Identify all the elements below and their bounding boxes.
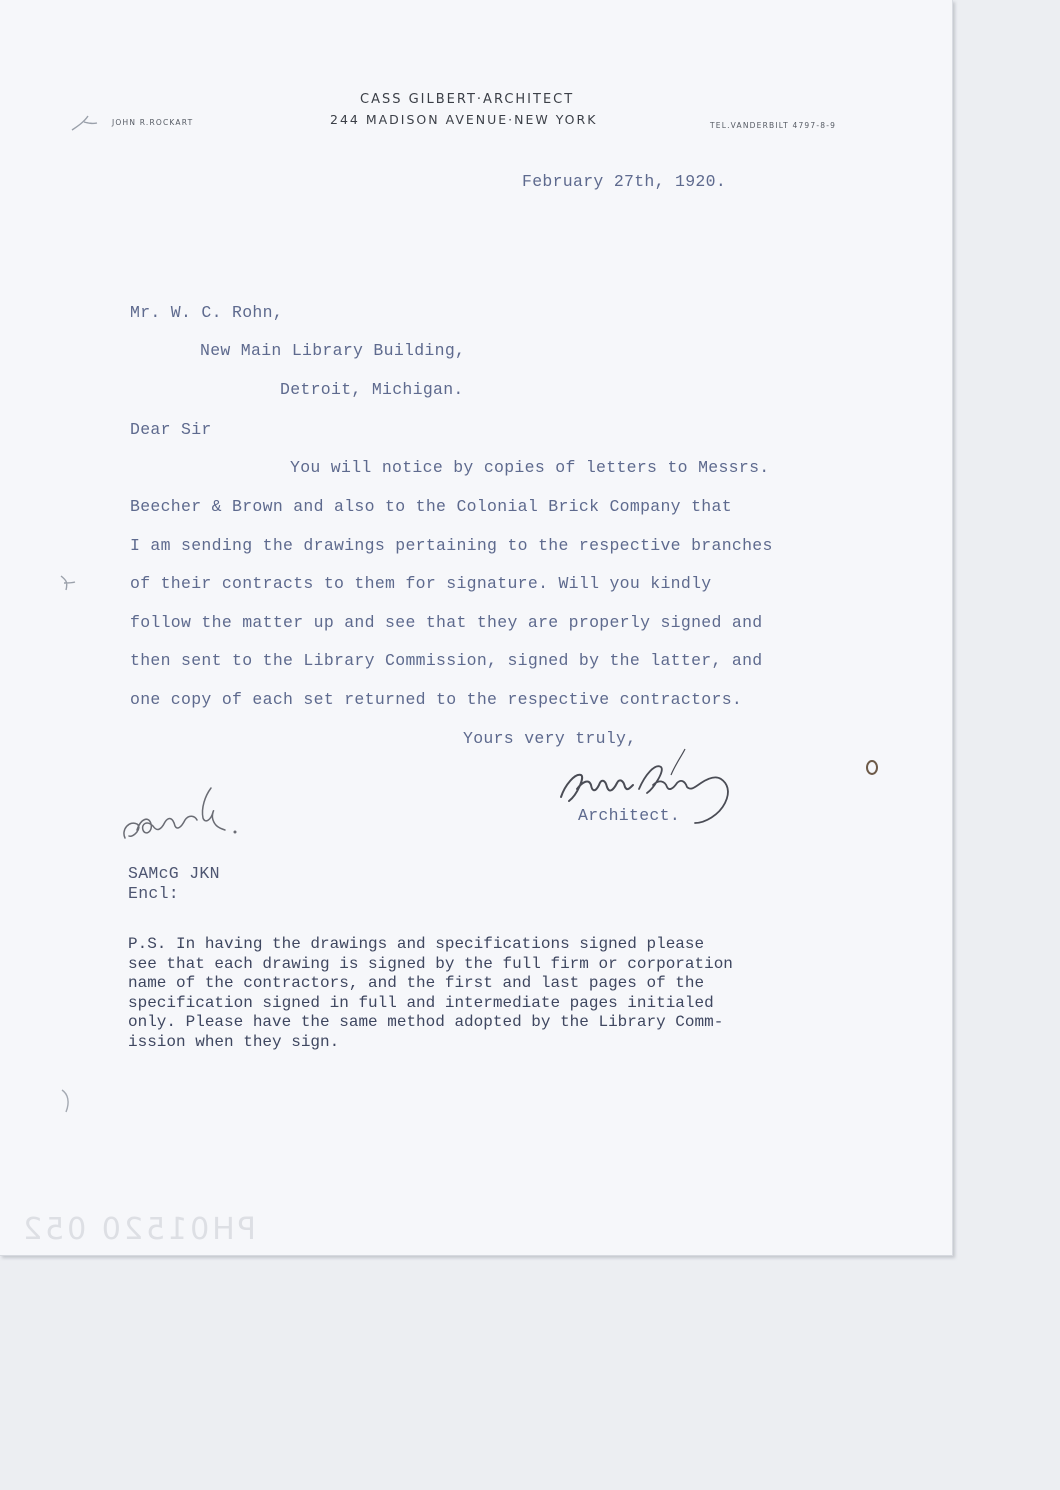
postscript-line: only. Please have the same method adopted by the Library Comm-: [128, 1013, 724, 1031]
signature-title: Architect.: [578, 806, 681, 825]
body-line: then sent to the Library Commission, signed by the latter, and: [130, 651, 763, 670]
letter-date: February 27th, 1920.: [522, 172, 727, 191]
letterhead-firm: CASS GILBERT·ARCHITECT: [360, 92, 575, 107]
reverse-stamp: PH01520 052: [20, 1212, 256, 1247]
body-line: I am sending the drawings pertaining to the respective branches: [130, 536, 773, 555]
body-line: one copy of each set returned to the respective contractors.: [130, 690, 743, 709]
postscript-line: name of the contractors, and the first and last pages of the: [128, 974, 705, 992]
paper-mark-icon: [58, 1086, 78, 1116]
body-line: of their contracts to them for signature. Will you kindly: [130, 574, 712, 593]
paper-mark-icon: [58, 572, 78, 594]
postscript-line: see that each drawing is signed by the full firm or corporation: [128, 954, 733, 973]
recipient-name: Mr. W. C. Rohn,: [130, 303, 284, 322]
handwritten-initials: [115, 780, 245, 850]
recipient-line-3: Detroit, Michigan.: [280, 380, 464, 399]
letterhead-telephone: TEL.VANDERBILT 4797-8-9: [710, 121, 837, 130]
ink-dot: [866, 760, 878, 775]
typist-initials: SAMcG JKN: [128, 864, 220, 883]
closing: Yours very truly,: [463, 729, 637, 748]
postscript-line: specification signed in full and intermediate pages initialed: [128, 993, 714, 1012]
postscript-line: ission when they sign.: [128, 1032, 340, 1051]
postscript-line: P.S. In having the drawings and specifications signed please: [128, 935, 705, 953]
letterhead-address: 244 MADISON AVENUE·NEW YORK: [330, 112, 598, 127]
postscript: [128, 935, 733, 1052]
body-line: follow the matter up and see that they are properly signed and: [130, 613, 763, 632]
body-line: You will notice by copies of letters to Messrs.: [290, 458, 770, 477]
letterhead-left-name: JOHN R.ROCKART: [112, 118, 194, 127]
salutation: Dear Sir: [130, 420, 212, 439]
body-line: Beecher & Brown and also to the Colonial Brick Company that: [130, 497, 732, 516]
recipient-line-2: New Main Library Building,: [200, 341, 466, 360]
paper-mark-icon: [70, 112, 100, 134]
enclosure-note: Encl:: [128, 884, 180, 903]
